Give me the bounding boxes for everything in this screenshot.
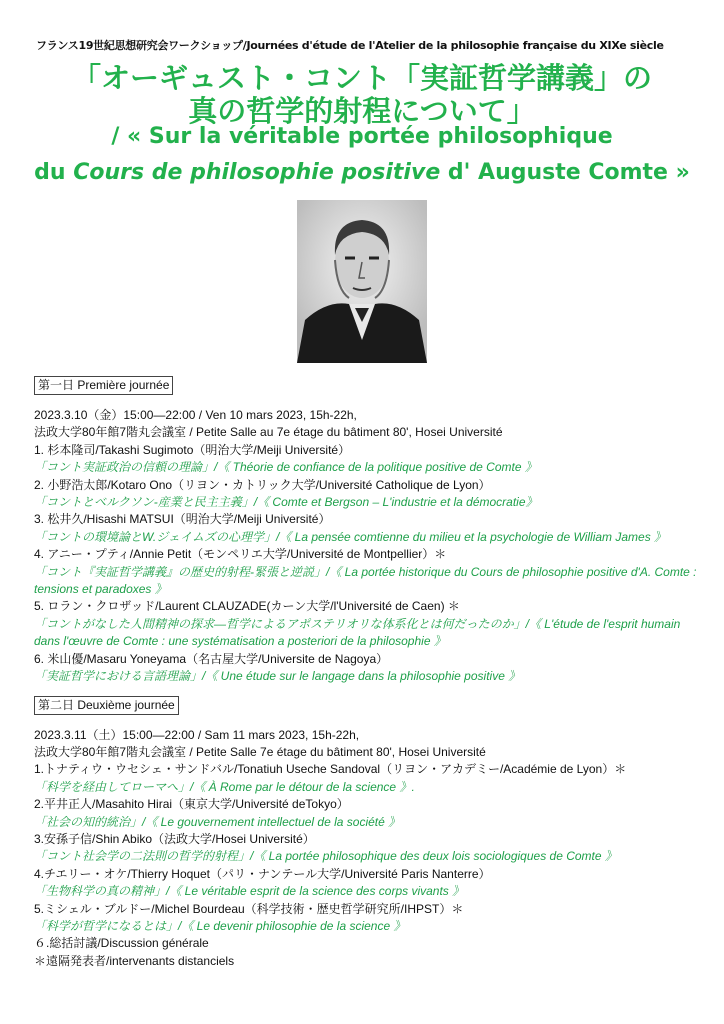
- talk-title: 「コントがなした人間精神の探求―哲学によるアポステリオリな体系化とは何だったのか」/《 L'étude de l'esprit humain dans l'œuvre de Comte : une systématisation a posteriori de la philosophie 》: [34, 616, 681, 649]
- program: [34, 376, 704, 970]
- speaker: 6. 米山優/Masaru Yoneyama（名古屋大学/Universite de Nagoya）: [34, 651, 389, 666]
- speaker: 1.トナティウ・ウセシェ・サンドバル/Tonatiuh Useche Sandoval（リヨン・アカデミー/Académie de Lyon）＊: [34, 762, 627, 777]
- title-fr-italic: Cours de philosophie positive: [73, 160, 441, 185]
- speaker: 1. 杉本隆司/Takashi Sugimoto（明治大学/Meiji Université）: [34, 442, 351, 457]
- talk-title: 「コントとベルクソン-産業と民主主義」/《 Comte et Bergson – L'industrie et la démocratie》: [34, 495, 538, 510]
- day-date: 2023.3.11（土）15:00―22:00 / Sam 11 mars 2023, 15h-22h,: [34, 727, 360, 742]
- day-date: 2023.3.10（金）15:00―22:00 / Ven 10 mars 2023, 15h-22h,: [34, 408, 357, 422]
- title-fr-line2: [0, 160, 724, 185]
- talk-title: 「科学を経由してローマへ」/《 À Rome par le détour de la science 》.: [34, 779, 415, 794]
- speaker: 5.ミシェル・ブルドー/Michel Bourdeau（科学技術・歴史哲学研究所/IHPST）＊: [34, 901, 464, 916]
- talk-title: 「科学が哲学になるとは」/《 Le devenir philosophie de la science 》: [34, 918, 406, 933]
- speaker: 4.チエリー・オケ/Thierry Hoquet（パリ・ナンテール大学/Université Paris Nanterre）: [34, 866, 491, 881]
- day-label: 第一日 Première journée: [34, 376, 173, 395]
- remote-speakers-note: ＊遠隔発表者/intervenants distanciels: [34, 953, 235, 968]
- talk-title: 「コントの環境論とW.ジェイムズの心理学」/《 La pensée comtienne du milieu et la psychologie de William James 》: [34, 529, 667, 544]
- workshop-header: フランス19世紀思想研究会ワークショップ/Journées d'étude de l'Atelier de la philosophie française du XIXe siècle: [36, 39, 664, 52]
- speaker: 5. ロラン・クロザッド/Laurent CLAUZADE(カーン大学/l'Université de Caen) ＊: [34, 599, 460, 614]
- day-venue: 法政大学80年館7階丸会議室 / Petite Salle au 7e étage du bâtiment 80', Hosei Université: [34, 425, 503, 440]
- day-2: [34, 696, 704, 971]
- talk-title: 「社会の知的統治」/《 Le gouvernement intellectuel de la société 》: [34, 814, 401, 829]
- day-label: 第二日 Deuxième journée: [34, 696, 179, 715]
- talk-title: 「コント『実証哲学講義』の歴史的射程-緊張と逆説」/《 La portée historique du Cours de philosophie positive d'A. Comte : tensions et paradoxes 》: [34, 564, 697, 597]
- auguste-comte-portrait-icon: [297, 200, 427, 363]
- title-fr-prefix: du: [34, 160, 74, 185]
- talk-title: 「コント実証政治の信頼の理論」/《 Théorie de confiance de la politique positive de Comte 》: [34, 460, 537, 475]
- day-1: [34, 376, 704, 686]
- speaker: 4. アニー・プティ/Annie Petit（モンペリエ大学/Université de Montpellier）＊: [34, 547, 447, 562]
- title-fr-suffix: d' Auguste Comte »: [440, 160, 690, 185]
- speaker: 3. 松井久/Hisashi MATSUI（明治大学/Meiji Université）: [34, 512, 331, 527]
- title-fr-line1: / « Sur la véritable portée philosophique: [111, 124, 613, 149]
- title-ja-line1: 「オーギュスト・コント「実証哲学講義」の: [71, 61, 652, 95]
- talk-title: 「生物科学の真の精神」/《 Le véritable esprit de la science des corps vivants 》: [34, 884, 465, 899]
- general-discussion: ６.総括討議/Discussion générale: [34, 936, 209, 951]
- speaker: 3.安孫子信/Shin Abiko（法政大学/Hosei Université）: [34, 831, 315, 846]
- talk-title: 「実証哲学における言語理論」/《 Une étude sur le langage dans la philosophie positive 》: [34, 669, 521, 684]
- speaker: 2. 小野浩太郎/Kotaro Ono（リヨン・カトリック大学/Université Catholique de Lyon）: [34, 477, 491, 492]
- title-ja-line2: 真の哲学的射程について」: [188, 94, 536, 128]
- talk-title: 「コント社会学の二法則の哲学的射程」/《 La portée philosophique des deux lois sociologiques de Comte 》: [34, 849, 617, 864]
- day-venue: 法政大学80年館7階丸会議室 / Petite Salle 7e étage du bâtiment 80', Hosei Université: [34, 744, 486, 759]
- speaker: 2.平井正人/Masahito Hirai（東京大学/Université deTokyo）: [34, 797, 349, 812]
